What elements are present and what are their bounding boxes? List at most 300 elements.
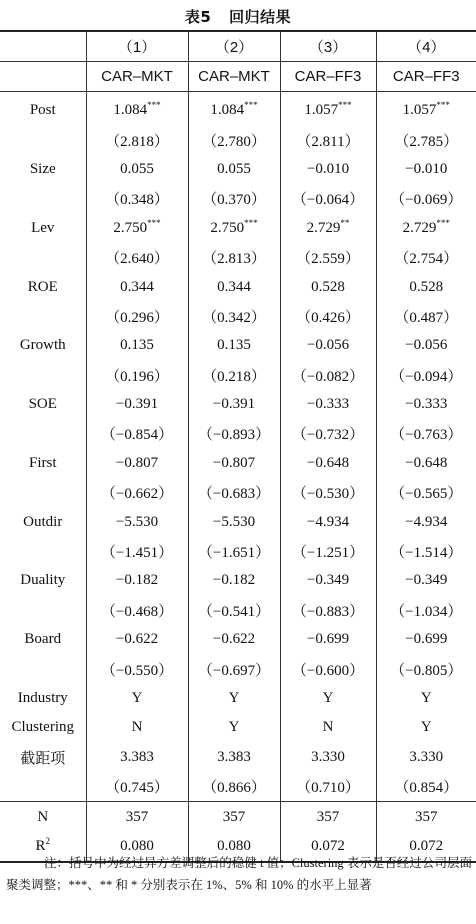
table-cell-value: （−0.082） — [291, 368, 365, 385]
table-cell-significance: *** — [436, 100, 450, 111]
table-cell — [188, 361, 280, 390]
table-row — [0, 772, 476, 802]
table-cell-value: 2.729 — [402, 219, 437, 236]
table-cell — [376, 390, 476, 419]
table-row — [0, 361, 476, 390]
table-cell-value: （0.745） — [105, 780, 169, 797]
table-cell-value: −0.056 — [405, 337, 448, 354]
table-cell — [86, 566, 188, 595]
table-cell-value: （−0.697） — [197, 662, 271, 679]
table-row — [0, 184, 476, 213]
table-cell-value: （−0.530） — [291, 486, 365, 503]
table-cell-value: 1.084 — [210, 102, 245, 119]
table-cell-value: 3.330 — [311, 748, 345, 765]
row-label — [0, 625, 86, 654]
table-cell — [376, 802, 476, 832]
row-label-significance: 2 — [45, 835, 50, 846]
row-label-value: Post — [29, 102, 56, 119]
table-cell — [86, 184, 188, 213]
table-cell — [376, 331, 476, 360]
table-cell-value: −0.807 — [115, 454, 159, 471]
table-row — [0, 449, 476, 478]
table-cell — [280, 449, 376, 478]
table-cell-significance: *** — [244, 100, 258, 111]
table-cell — [86, 214, 188, 243]
table-cell — [86, 92, 188, 126]
table-cell — [376, 449, 476, 478]
row-label — [0, 419, 86, 448]
table-cell — [86, 243, 188, 272]
table-cell-significance: *** — [436, 217, 450, 228]
table-row — [0, 537, 476, 566]
column-model-value: CAR–FF3 — [392, 68, 460, 85]
table-cell-value: 0.344 — [217, 278, 251, 295]
table-cell-value: （0.854） — [394, 780, 459, 797]
table-cell-value: −5.530 — [212, 513, 256, 530]
column-model — [86, 62, 188, 92]
row-label — [0, 478, 86, 507]
column-number — [280, 31, 376, 62]
table-cell — [376, 625, 476, 654]
table-cell — [280, 214, 376, 243]
table-cell — [280, 184, 376, 213]
row-label-value: Clustering — [11, 719, 74, 736]
row-label-value: Outdir — [23, 513, 63, 530]
table-cell — [188, 214, 280, 243]
table-row-stat — [0, 802, 476, 832]
table-cell-value: （0.426） — [296, 309, 360, 326]
row-label — [0, 302, 86, 331]
table-cell-value: −0.699 — [405, 631, 448, 648]
table-cell — [86, 361, 188, 390]
table-cell — [188, 743, 280, 772]
header-corner — [0, 62, 86, 92]
table-cell — [86, 507, 188, 536]
table-cell-value: −0.807 — [212, 454, 256, 471]
column-number-value: （2） — [214, 39, 254, 56]
table-cell-value: （−1.651） — [197, 545, 271, 562]
column-number — [188, 31, 280, 62]
table-cell-value: 0.072 — [409, 837, 444, 854]
table-cell-value: −0.349 — [306, 572, 350, 589]
table-cell — [280, 361, 376, 390]
table-cell — [188, 713, 280, 742]
table-cell — [280, 243, 376, 272]
table-cell — [280, 743, 376, 772]
column-number-value: （1） — [117, 39, 157, 56]
table-cell — [188, 449, 280, 478]
row-label — [0, 654, 86, 683]
table-cell-value: （2.818） — [105, 133, 169, 150]
row-label — [0, 272, 86, 301]
row-label — [0, 214, 86, 243]
column-model-value: CAR–MKT — [101, 68, 173, 85]
row-label — [0, 125, 86, 154]
table-cell-value: −0.622 — [212, 631, 256, 648]
table-cell — [188, 537, 280, 566]
row-label — [0, 243, 86, 272]
table-cell — [86, 331, 188, 360]
table-label: 表5 — [184, 8, 212, 26]
table-row — [0, 390, 476, 419]
table-row — [0, 507, 476, 536]
table-cell — [376, 243, 476, 272]
header-corner — [0, 31, 86, 62]
table-row — [0, 478, 476, 507]
table-cell-significance: *** — [338, 100, 352, 111]
table-cell-value: （−0.064） — [291, 192, 365, 209]
table-cell — [86, 478, 188, 507]
table-cell-value: Y — [131, 690, 143, 706]
table-cell-value: −4.934 — [405, 513, 448, 530]
table-cell-value: 0.055 — [217, 160, 251, 177]
table-cell-value: −0.648 — [306, 454, 350, 471]
table-cell — [86, 802, 188, 832]
table-cell — [86, 596, 188, 625]
table-cell-value: （2.559） — [296, 251, 360, 268]
row-label — [0, 772, 86, 802]
table-cell-value: （0.342） — [202, 309, 266, 326]
table-cell-value: （2.785） — [394, 133, 459, 150]
table-cell — [188, 596, 280, 625]
column-model — [376, 62, 476, 92]
table-cell — [280, 625, 376, 654]
table-cell — [280, 507, 376, 536]
table-cell — [188, 507, 280, 536]
table-cell-value: （−0.893） — [197, 427, 271, 444]
table-cell — [86, 125, 188, 154]
table-row — [0, 302, 476, 331]
table-cell-value: −0.182 — [115, 572, 159, 589]
table-cell — [86, 155, 188, 184]
table-row — [0, 155, 476, 184]
table-cell-value: （−0.094） — [390, 368, 463, 385]
table-cell — [280, 92, 376, 126]
table-cell-value: −0.010 — [405, 160, 448, 177]
table-cell — [280, 596, 376, 625]
table-cell-value: −0.333 — [306, 396, 350, 413]
table-row — [0, 566, 476, 595]
table-cell — [188, 125, 280, 154]
table-cell — [86, 713, 188, 742]
table-cell-value: （2.811） — [296, 133, 360, 150]
row-label — [0, 92, 86, 126]
table-cell-value: N — [131, 719, 143, 736]
table-cell-value: （−0.468） — [100, 603, 174, 620]
table-cell — [188, 184, 280, 213]
table-cell-value: −0.056 — [306, 337, 350, 354]
table-cell-value: 357 — [222, 808, 246, 825]
table-cell-value: （2.813） — [202, 251, 266, 268]
table-cell-value: 2.729 — [306, 219, 341, 236]
table-cell — [86, 743, 188, 772]
table-cell-value: −0.349 — [405, 572, 448, 589]
table-cell-value: 3.383 — [120, 748, 154, 765]
table-cell — [188, 92, 280, 126]
table-cell-value: −4.934 — [306, 513, 350, 530]
table-cell — [188, 331, 280, 360]
table-cell — [280, 390, 376, 419]
table-cell — [188, 684, 280, 713]
row-label — [0, 743, 86, 772]
table-cell-value: 357 — [125, 808, 149, 825]
table-cell-value: （0.196） — [105, 368, 169, 385]
table-cell — [86, 684, 188, 713]
row-label-value: ROE — [27, 278, 58, 295]
table-cell-value: −0.333 — [405, 396, 448, 413]
table-cell-significance: ** — [340, 217, 350, 228]
table-cell-value: −0.391 — [115, 396, 159, 413]
table-cell-value: （−0.541） — [197, 603, 271, 620]
table-cell-value: 3.383 — [217, 748, 251, 765]
row-label-value: First — [28, 454, 57, 471]
table-cell-value: （−1.514） — [390, 545, 463, 562]
row-label — [0, 713, 86, 742]
table-cell-value: （0.296） — [105, 309, 169, 326]
table-cell-value: −0.699 — [306, 631, 350, 648]
column-model — [188, 62, 280, 92]
table-cell — [376, 361, 476, 390]
table-cell-significance: *** — [147, 100, 161, 111]
table-cell-value: （−0.854） — [100, 427, 174, 444]
table-row — [0, 743, 476, 772]
table-cell-value: 3.330 — [409, 748, 444, 765]
table-cell — [376, 419, 476, 448]
table-row — [0, 419, 476, 448]
table-cell — [188, 478, 280, 507]
table-cell-value: （0.710） — [296, 780, 360, 797]
table-cell — [376, 155, 476, 184]
table-cell-value: −0.010 — [306, 160, 350, 177]
row-label — [0, 155, 86, 184]
table-caption: 回归结果 — [229, 8, 292, 26]
table-cell — [376, 302, 476, 331]
table-cell — [376, 566, 476, 595]
table-cell — [188, 566, 280, 595]
table-cell — [86, 537, 188, 566]
table-cell-value: 0.528 — [311, 278, 345, 295]
table-cell-value: 0.080 — [120, 837, 154, 854]
table-cell — [188, 272, 280, 301]
table-cell-value: （2.780） — [202, 133, 266, 150]
table-cell — [376, 272, 476, 301]
table-cell-value: −0.648 — [405, 454, 448, 471]
table-row — [0, 713, 476, 742]
table-cell-value: （−0.550） — [100, 662, 174, 679]
table-cell — [86, 272, 188, 301]
table-cell — [280, 419, 376, 448]
table-cell — [86, 772, 188, 802]
table-cell — [376, 596, 476, 625]
table-cell — [188, 243, 280, 272]
table-row — [0, 243, 476, 272]
table-row — [0, 272, 476, 301]
table-cell-significance: *** — [244, 217, 258, 228]
table-cell — [376, 713, 476, 742]
table-cell — [280, 713, 376, 742]
table-cell — [376, 772, 476, 802]
table-cell-value: 1.057 — [304, 102, 339, 119]
row-label-value: Industry — [17, 690, 68, 706]
table-cell — [86, 625, 188, 654]
table-row — [0, 92, 476, 126]
table-cell-value: Y — [420, 719, 432, 736]
table-cell-value: （−0.662） — [100, 486, 174, 503]
table-cell-value: （0.487） — [394, 309, 459, 326]
table-cell-significance: *** — [147, 217, 161, 228]
table-cell-value: （−0.732） — [291, 427, 365, 444]
table-cell — [376, 507, 476, 536]
table-title — [0, 6, 476, 27]
table-cell-value: （2.754） — [394, 251, 459, 268]
table-row — [0, 654, 476, 683]
table-cell-value: （−1.251） — [291, 545, 365, 562]
table-cell-value: 0.135 — [217, 337, 251, 354]
column-model-value: CAR–MKT — [198, 68, 270, 85]
table-cell-value: Y — [228, 719, 240, 736]
table-cell — [376, 537, 476, 566]
row-label-value: R — [35, 837, 46, 854]
row-label — [0, 684, 86, 713]
table-cell-value: （−0.565） — [390, 486, 463, 503]
table-cell — [86, 302, 188, 331]
table-cell-value: （0.370） — [202, 192, 266, 209]
row-label — [0, 361, 86, 390]
row-label — [0, 802, 86, 832]
table-cell-value: （2.640） — [105, 251, 169, 268]
table-row — [0, 331, 476, 360]
table-cell-value: Y — [322, 690, 334, 706]
column-number — [376, 31, 476, 62]
table-cell — [376, 743, 476, 772]
table-cell-value: （−0.883） — [291, 603, 365, 620]
table-cell-value: （−1.451） — [100, 545, 174, 562]
table-cell — [376, 184, 476, 213]
table-row — [0, 625, 476, 654]
table-row — [0, 684, 476, 713]
table-cell — [280, 302, 376, 331]
table-cell — [188, 654, 280, 683]
table-row — [0, 596, 476, 625]
table-cell-value: −5.530 — [115, 513, 159, 530]
table-cell-value: 0.344 — [120, 278, 154, 295]
table-cell — [280, 331, 376, 360]
table-cell-value: （−0.805） — [390, 662, 463, 679]
table-cell-value: 357 — [415, 808, 438, 825]
table-cell — [86, 654, 188, 683]
table-cell-value: （0.218） — [202, 368, 266, 385]
table-cell-value: −0.622 — [115, 631, 159, 648]
column-number-value: （3） — [308, 39, 348, 56]
table-cell — [188, 625, 280, 654]
table-cell — [280, 125, 376, 154]
table-cell-value: 0.072 — [311, 837, 345, 854]
table-cell-value: 1.084 — [113, 102, 148, 119]
row-label — [0, 596, 86, 625]
table-cell — [188, 802, 280, 832]
row-label-value: Board — [24, 631, 62, 648]
table-cell — [188, 390, 280, 419]
regression-table — [0, 30, 476, 863]
table-cell-value: （−0.069） — [390, 192, 463, 209]
table-cell — [188, 155, 280, 184]
table-cell-value: −0.182 — [212, 572, 256, 589]
table-cell-value: （−1.034） — [390, 603, 463, 620]
table-cell — [188, 302, 280, 331]
table-row — [0, 125, 476, 154]
column-model-value: CAR–FF3 — [294, 68, 362, 85]
header-row-numbers — [0, 31, 476, 62]
column-number-value: （4） — [407, 39, 446, 56]
table-cell-value: （0.866） — [202, 780, 266, 797]
table-cell-value: Y — [420, 690, 432, 706]
table-cell — [280, 802, 376, 832]
table-note: 注：括号中为经过异方差调整后的稳健 t 值；Clustering 表示是否经过公司层面聚类调整；***、** 和 * 分别表示在 1%、5% 和 10% 的水平上显著 — [6, 856, 472, 892]
row-label-value: Duality — [20, 572, 66, 589]
table-cell — [280, 684, 376, 713]
table-cell — [280, 537, 376, 566]
row-label-value: Lev — [31, 219, 55, 236]
table-cell — [86, 449, 188, 478]
row-label-value: Size — [29, 160, 56, 177]
table-cell-value: 0.135 — [120, 337, 154, 354]
table-cell — [86, 390, 188, 419]
table-cell-value: （−0.763） — [390, 427, 463, 444]
table-cell — [280, 155, 376, 184]
column-number — [86, 31, 188, 62]
table-cell-value: N — [322, 719, 334, 736]
table-cell-value: （−0.683） — [197, 486, 271, 503]
row-label — [0, 331, 86, 360]
table-row — [0, 214, 476, 243]
column-model — [280, 62, 376, 92]
table-cell-value: 0.055 — [120, 160, 154, 177]
table-cell — [376, 125, 476, 154]
table-cell-value: （−0.600） — [291, 662, 365, 679]
row-label-value: N — [37, 808, 49, 825]
table-cell-value: 0.528 — [409, 278, 444, 295]
table-cell — [280, 478, 376, 507]
row-label — [0, 566, 86, 595]
row-label-value: 截距项 — [20, 750, 66, 767]
table-cell — [280, 566, 376, 595]
table-cell-value: 2.750 — [210, 219, 245, 236]
table-cell — [376, 478, 476, 507]
table-cell — [280, 654, 376, 683]
table-cell-value: 0.080 — [217, 837, 251, 854]
table-cell-value: 2.750 — [113, 219, 148, 236]
table-cell-value: −0.391 — [212, 396, 256, 413]
row-label-value: Growth — [19, 337, 66, 354]
header-row-models — [0, 62, 476, 92]
table-cell-value: 357 — [316, 808, 340, 825]
table-cell — [188, 419, 280, 448]
row-label — [0, 507, 86, 536]
table-cell — [280, 772, 376, 802]
row-label — [0, 449, 86, 478]
row-label — [0, 537, 86, 566]
row-label — [0, 390, 86, 419]
table-cell-value: Y — [228, 690, 240, 706]
table-cell — [376, 214, 476, 243]
table-cell — [376, 684, 476, 713]
row-label — [0, 184, 86, 213]
table-cell — [188, 772, 280, 802]
table-cell — [376, 654, 476, 683]
row-label-value: SOE — [28, 396, 57, 413]
table-cell — [86, 419, 188, 448]
table-cell — [280, 272, 376, 301]
